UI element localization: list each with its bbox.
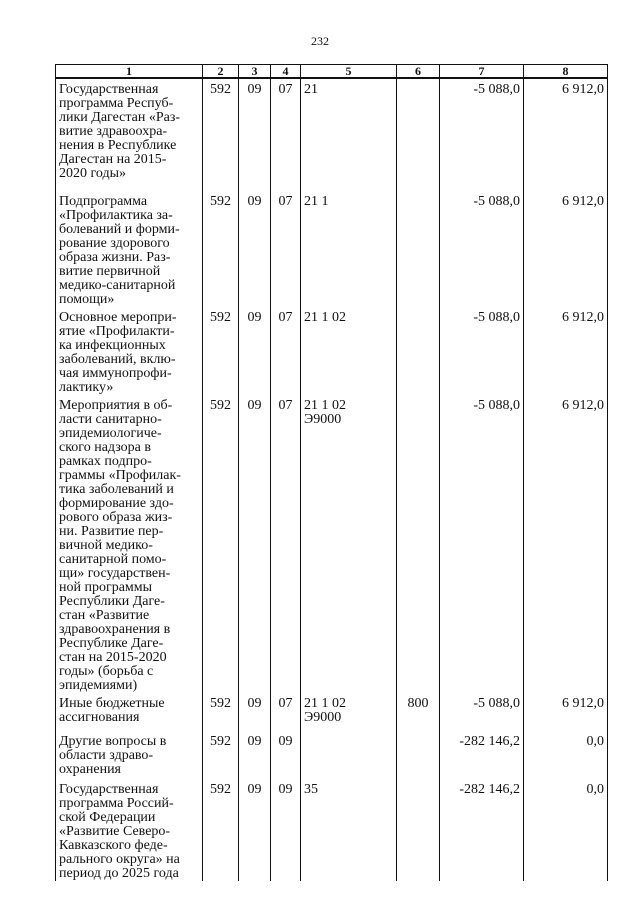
cell-line: рового образа жиз- (59, 510, 173, 525)
ministry-code-cell: 592 (203, 779, 239, 881)
cell-line: болеваний и форми- (59, 222, 180, 237)
cell-line: ского надзора в (59, 440, 151, 455)
cell-line: Основное меропри- (59, 310, 177, 325)
item-name-cell (56, 395, 203, 693)
cell-line: 2020 годы» (59, 166, 127, 181)
table-row (56, 731, 608, 779)
cell-line: программа Респуб- (59, 96, 174, 111)
cell-line: ка инфекционных (59, 338, 166, 353)
section-code-cell: 09 (239, 191, 271, 307)
amount-total-cell: 6 912,0 (524, 693, 608, 731)
cell-line: чая иммунопрофи- (59, 366, 172, 381)
amount-total-cell: 0,0 (524, 779, 608, 881)
table-row (56, 78, 608, 191)
header-row (56, 65, 608, 79)
amount-total-cell: 6 912,0 (524, 307, 608, 395)
target-article-cell (301, 693, 397, 731)
expense-type-cell (397, 779, 440, 881)
cell-line: 21 (304, 82, 318, 97)
amount-change-cell: -5 088,0 (440, 307, 524, 395)
cell-line: образа жизни. Раз- (59, 250, 171, 265)
target-article-cell (301, 395, 397, 693)
subsection-code-cell: 07 (271, 395, 301, 693)
item-name-cell (56, 307, 203, 395)
cell-line: лактику» (59, 380, 114, 395)
cell-line: ятие «Профилакти- (59, 324, 175, 339)
column-header: 2 (203, 65, 239, 79)
cell-line: ни. Развитие пер- (59, 524, 164, 539)
cell-line: санитарной помо- (59, 552, 167, 567)
cell-line: Кавказского феде- (59, 838, 168, 853)
amount-change-cell: -5 088,0 (440, 693, 524, 731)
amount-change-cell: -282 146,2 (440, 779, 524, 881)
cell-line: рального округа» на (59, 852, 180, 867)
cell-line: щи» государствен- (59, 566, 171, 581)
section-code-cell: 09 (239, 307, 271, 395)
item-name-cell (56, 191, 203, 307)
cell-line: ласти санитарно- (59, 412, 162, 427)
table-body (56, 78, 608, 881)
column-header: 6 (397, 65, 440, 79)
cell-line: витие здравоохра- (59, 124, 168, 139)
cell-line: стан «Развитие (59, 608, 150, 623)
column-header: 8 (524, 65, 608, 79)
cell-line: стан на 2015-2020 (59, 650, 167, 665)
cell-line: Иные бюджетные (59, 696, 165, 711)
cell-line: заболеваний, вклю- (59, 352, 176, 367)
cell-line: ной программы (59, 580, 153, 595)
ministry-code-cell: 592 (203, 731, 239, 779)
cell-line: формирование здо- (59, 496, 174, 511)
subsection-code-cell: 09 (271, 731, 301, 779)
amount-total-cell: 6 912,0 (524, 78, 608, 191)
cell-line: Мероприятия в об- (59, 398, 173, 413)
cell-line: медико-санитарной (59, 278, 176, 293)
cell-line: 35 (304, 782, 318, 797)
item-name-cell (56, 78, 203, 191)
table-row (56, 191, 608, 307)
cell-line: Дагестан на 2015- (59, 152, 167, 167)
expense-type-cell (397, 78, 440, 191)
item-name-cell (56, 731, 203, 779)
target-article-cell (301, 78, 397, 191)
ministry-code-cell: 592 (203, 78, 239, 191)
section-code-cell: 09 (239, 78, 271, 191)
table-row (56, 395, 608, 693)
cell-line: помощи» (59, 292, 115, 307)
section-code-cell: 09 (239, 693, 271, 731)
section-code-cell: 09 (239, 731, 271, 779)
cell-line: ской Федерации (59, 810, 156, 825)
cell-line: 21 1 02 (304, 398, 346, 413)
cell-line: программа Россий- (59, 796, 174, 811)
cell-line: граммы «Профилак- (59, 468, 181, 483)
cell-line: «Профилактика за- (59, 208, 173, 223)
item-name-cell (56, 779, 203, 881)
cell-line: ассигнования (59, 710, 140, 725)
cell-line: эпидемиологиче- (59, 426, 162, 441)
budget-table (55, 64, 608, 881)
cell-line: Подпрограмма (59, 194, 148, 209)
table-row (56, 307, 608, 395)
column-header: 1 (56, 65, 203, 79)
cell-line: Республике Даге- (59, 636, 164, 651)
ministry-code-cell: 592 (203, 693, 239, 731)
cell-line: Э9000 (304, 412, 342, 427)
expense-type-cell (397, 395, 440, 693)
expense-type-cell (397, 191, 440, 307)
amount-change-cell: -282 146,2 (440, 731, 524, 779)
cell-line: нения в Республике (59, 138, 177, 153)
cell-line: лики Дагестан «Раз- (59, 110, 181, 125)
page-number: 232 (311, 34, 329, 48)
cell-line: эпидемиями) (59, 678, 138, 693)
amount-change-cell: -5 088,0 (440, 191, 524, 307)
subsection-code-cell: 07 (271, 191, 301, 307)
cell-line: годы» (борьба с (59, 664, 154, 679)
cell-line: Республики Даге- (59, 594, 165, 609)
cell-line: Государственная (59, 82, 159, 97)
cell-line: Э9000 (304, 710, 342, 725)
target-article-cell (301, 307, 397, 395)
cell-line: здравоохранения в (59, 622, 171, 637)
expense-type-cell (397, 307, 440, 395)
cell-line: «Развитие Северо- (59, 824, 171, 839)
cell-line: охранения (59, 762, 121, 777)
cell-line: рамках подпро- (59, 454, 152, 469)
cell-line: тика заболеваний и (59, 482, 174, 497)
cell-line: 21 1 (304, 194, 329, 209)
subsection-code-cell: 07 (271, 693, 301, 731)
expense-type-cell (397, 731, 440, 779)
cell-line: витие первичной (59, 264, 161, 279)
amount-total-cell: 6 912,0 (524, 395, 608, 693)
expense-type-cell: 800 (397, 693, 440, 731)
target-article-cell (301, 779, 397, 881)
subsection-code-cell: 07 (271, 78, 301, 191)
column-header: 3 (239, 65, 271, 79)
ministry-code-cell: 592 (203, 395, 239, 693)
cell-line: Государственная (59, 782, 159, 797)
cell-line: вичной медико- (59, 538, 153, 553)
section-code-cell: 09 (239, 779, 271, 881)
amount-total-cell: 6 912,0 (524, 191, 608, 307)
cell-line: Другие вопросы в (59, 734, 167, 749)
amount-change-cell: -5 088,0 (440, 395, 524, 693)
column-header: 7 (440, 65, 524, 79)
cell-line: рование здорового (59, 236, 170, 251)
cell-line: период до 2025 года (59, 866, 179, 881)
column-header: 4 (271, 65, 301, 79)
amount-change-cell: -5 088,0 (440, 78, 524, 191)
amount-total-cell: 0,0 (524, 731, 608, 779)
ministry-code-cell: 592 (203, 191, 239, 307)
cell-line: области здраво- (59, 748, 154, 763)
table-row (56, 693, 608, 731)
section-code-cell: 09 (239, 395, 271, 693)
subsection-code-cell: 07 (271, 307, 301, 395)
column-header: 5 (301, 65, 397, 79)
target-article-cell (301, 191, 397, 307)
subsection-code-cell: 09 (271, 779, 301, 881)
ministry-code-cell: 592 (203, 307, 239, 395)
table-row (56, 779, 608, 881)
cell-line: 21 1 02 (304, 696, 346, 711)
cell-line: 21 1 02 (304, 310, 346, 325)
target-article-cell (301, 731, 397, 779)
item-name-cell (56, 693, 203, 731)
